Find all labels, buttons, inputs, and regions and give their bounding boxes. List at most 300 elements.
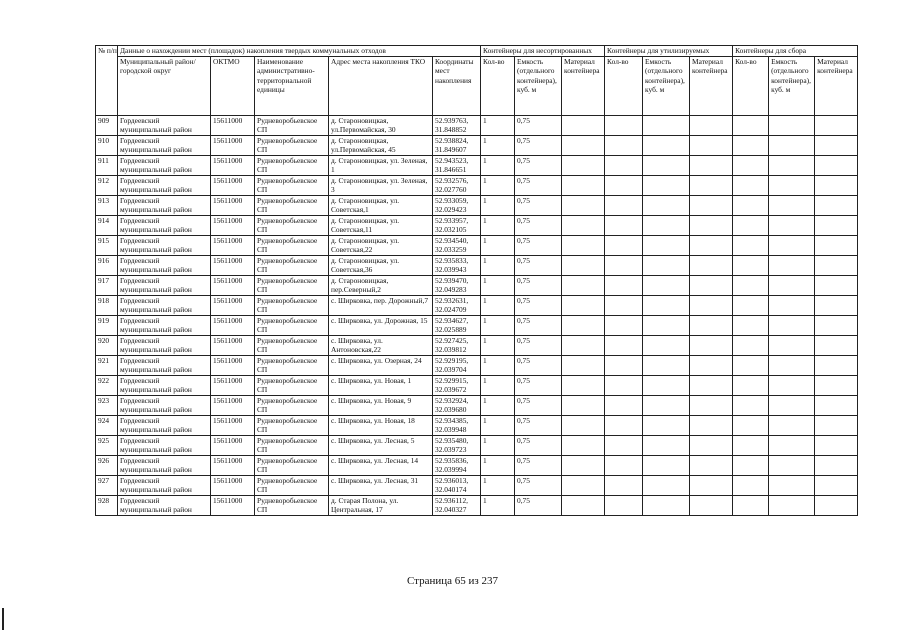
page-number: Страница 65 из 237	[406, 575, 499, 587]
row-number: 915	[96, 235, 118, 255]
district-cell: Гордеевский муниципальный район	[118, 135, 211, 155]
material-unsorted-cell	[562, 295, 605, 315]
material-recyclable-cell	[690, 395, 733, 415]
capacity-collection-cell	[769, 195, 815, 215]
qty-collection-cell	[733, 175, 769, 195]
coordinates-cell: 52.932631, 32.024709	[433, 295, 481, 315]
coordinates-cell: 52.939470, 32.049283	[433, 275, 481, 295]
col-header-capacity-recyclable: Емкость (отдельного контейнера), куб. м	[643, 56, 690, 115]
district-cell: Гордеевский муниципальный район	[118, 455, 211, 475]
material-recyclable-cell	[690, 495, 733, 515]
capacity-collection-cell	[769, 375, 815, 395]
material-unsorted-cell	[562, 395, 605, 415]
capacity-recyclable-cell	[643, 215, 690, 235]
material-recyclable-cell	[690, 355, 733, 375]
capacity-cell: 0,75	[515, 315, 562, 335]
oktmo-cell: 15611000	[211, 455, 255, 475]
coordinates-cell: 52.935480, 32.039723	[433, 435, 481, 455]
capacity-collection-cell	[769, 435, 815, 455]
district-cell: Гордеевский муниципальный район	[118, 475, 211, 495]
material-unsorted-cell	[562, 215, 605, 235]
capacity-cell: 0,75	[515, 175, 562, 195]
material-recyclable-cell	[690, 215, 733, 235]
capacity-collection-cell	[769, 335, 815, 355]
qty-recyclable-cell	[605, 175, 643, 195]
material-collection-cell	[815, 235, 858, 255]
material-unsorted-cell	[562, 135, 605, 155]
district-cell: Гордеевский муниципальный район	[118, 415, 211, 435]
material-recyclable-cell	[690, 235, 733, 255]
table-row	[96, 475, 858, 495]
material-recyclable-cell	[690, 475, 733, 495]
admin-unit-cell: Рудневоробьевское СП	[255, 295, 329, 315]
qty-cell: 1	[481, 195, 515, 215]
admin-unit-cell: Рудневоробьевское СП	[255, 375, 329, 395]
capacity-cell: 0,75	[515, 135, 562, 155]
qty-recyclable-cell	[605, 335, 643, 355]
capacity-cell: 0,75	[515, 115, 562, 135]
col-header-qty-recyclable: Кол-во	[605, 56, 643, 115]
row-number: 916	[96, 255, 118, 275]
col-header-oktmo: ОКТМО	[211, 56, 255, 115]
oktmo-cell: 15611000	[211, 275, 255, 295]
capacity-collection-cell	[769, 495, 815, 515]
address-cell: д. Староновицкая, ул. Советская,22	[329, 235, 433, 255]
capacity-collection-cell	[769, 295, 815, 315]
col-header-district: Муниципальный район/городской округ	[118, 56, 211, 115]
address-cell: д. Староновицкая, ул.Первомайская, 45	[329, 135, 433, 155]
row-number: 910	[96, 135, 118, 155]
row-number: 927	[96, 475, 118, 495]
address-cell: д. Староновицкая, пер.Северный,2	[329, 275, 433, 295]
row-number: 913	[96, 195, 118, 215]
qty-recyclable-cell	[605, 115, 643, 135]
table-row	[96, 215, 858, 235]
qty-recyclable-cell	[605, 395, 643, 415]
material-collection-cell	[815, 115, 858, 135]
admin-unit-cell: Рудневоробьевское СП	[255, 315, 329, 335]
district-cell: Гордеевский муниципальный район	[118, 175, 211, 195]
table-row	[96, 255, 858, 275]
coordinates-cell: 52.943523, 31.846651	[433, 155, 481, 175]
coordinates-cell: 52.933059, 32.029423	[433, 195, 481, 215]
table-row	[96, 415, 858, 435]
material-unsorted-cell	[562, 375, 605, 395]
material-collection-cell	[815, 175, 858, 195]
material-recyclable-cell	[690, 175, 733, 195]
admin-unit-cell: Рудневоробьевское СП	[255, 155, 329, 175]
material-unsorted-cell	[562, 235, 605, 255]
oktmo-cell: 15611000	[211, 395, 255, 415]
capacity-cell: 0,75	[515, 335, 562, 355]
row-number: 912	[96, 175, 118, 195]
material-recyclable-cell	[690, 455, 733, 475]
address-cell: с. Ширковка, ул. Новая, 1	[329, 375, 433, 395]
group-header-unsorted-containers: Контейнеры для несортированных	[481, 46, 605, 57]
material-recyclable-cell	[690, 255, 733, 275]
capacity-collection-cell	[769, 395, 815, 415]
capacity-recyclable-cell	[643, 415, 690, 435]
qty-cell: 1	[481, 275, 515, 295]
material-unsorted-cell	[562, 335, 605, 355]
capacity-recyclable-cell	[643, 495, 690, 515]
row-number: 928	[96, 495, 118, 515]
material-unsorted-cell	[562, 315, 605, 335]
qty-recyclable-cell	[605, 315, 643, 335]
capacity-recyclable-cell	[643, 275, 690, 295]
oktmo-cell: 15611000	[211, 475, 255, 495]
district-cell: Гордеевский муниципальный район	[118, 355, 211, 375]
qty-collection-cell	[733, 395, 769, 415]
capacity-recyclable-cell	[643, 255, 690, 275]
qty-recyclable-cell	[605, 135, 643, 155]
row-number: 918	[96, 295, 118, 315]
qty-collection-cell	[733, 355, 769, 375]
qty-cell: 1	[481, 295, 515, 315]
admin-unit-cell: Рудневоробьевское СП	[255, 355, 329, 375]
qty-collection-cell	[733, 315, 769, 335]
group-header-collection-containers: Контейнеры для сбора	[733, 46, 858, 57]
table-row	[96, 375, 858, 395]
qty-collection-cell	[733, 435, 769, 455]
oktmo-cell: 15611000	[211, 355, 255, 375]
table-row	[96, 355, 858, 375]
address-cell: с. Ширковка, ул. Лесная, 31	[329, 475, 433, 495]
material-collection-cell	[815, 475, 858, 495]
row-number: 922	[96, 375, 118, 395]
material-collection-cell	[815, 375, 858, 395]
material-collection-cell	[815, 455, 858, 475]
qty-cell: 1	[481, 375, 515, 395]
qty-cell: 1	[481, 255, 515, 275]
material-unsorted-cell	[562, 495, 605, 515]
capacity-recyclable-cell	[643, 235, 690, 255]
qty-collection-cell	[733, 475, 769, 495]
qty-recyclable-cell	[605, 495, 643, 515]
admin-unit-cell: Рудневоробьевское СП	[255, 255, 329, 275]
qty-collection-cell	[733, 235, 769, 255]
capacity-collection-cell	[769, 255, 815, 275]
capacity-cell: 0,75	[515, 275, 562, 295]
qty-cell: 1	[481, 475, 515, 495]
admin-unit-cell: Рудневоробьевское СП	[255, 275, 329, 295]
coordinates-cell: 52.933957, 32.032105	[433, 215, 481, 235]
coordinates-cell: 52.932924, 32.039680	[433, 395, 481, 415]
capacity-recyclable-cell	[643, 195, 690, 215]
capacity-cell: 0,75	[515, 355, 562, 375]
table-row	[96, 335, 858, 355]
capacity-collection-cell	[769, 155, 815, 175]
district-cell: Гордеевский муниципальный район	[118, 255, 211, 275]
qty-recyclable-cell	[605, 235, 643, 255]
district-cell: Гордеевский муниципальный район	[118, 375, 211, 395]
qty-cell: 1	[481, 495, 515, 515]
col-header-qty-collection: Кол-во	[733, 56, 769, 115]
capacity-recyclable-cell	[643, 395, 690, 415]
table-row	[96, 495, 858, 515]
address-cell: д. Староновицкая, ул. Советская,36	[329, 255, 433, 275]
qty-collection-cell	[733, 455, 769, 475]
col-header-capacity-unsorted: Емкость (отдельного контейнера), куб. м	[515, 56, 562, 115]
material-collection-cell	[815, 255, 858, 275]
qty-cell: 1	[481, 215, 515, 235]
admin-unit-cell: Рудневоробьевское СП	[255, 495, 329, 515]
oktmo-cell: 15611000	[211, 375, 255, 395]
oktmo-cell: 15611000	[211, 435, 255, 455]
qty-recyclable-cell	[605, 475, 643, 495]
address-cell: с. Ширковка, ул. Новая, 18	[329, 415, 433, 435]
capacity-collection-cell	[769, 275, 815, 295]
qty-collection-cell	[733, 295, 769, 315]
material-collection-cell	[815, 415, 858, 435]
district-cell: Гордеевский муниципальный район	[118, 235, 211, 255]
material-collection-cell	[815, 435, 858, 455]
table-row	[96, 135, 858, 155]
oktmo-cell: 15611000	[211, 295, 255, 315]
material-unsorted-cell	[562, 435, 605, 455]
district-cell: Гордеевский муниципальный район	[118, 195, 211, 215]
capacity-recyclable-cell	[643, 155, 690, 175]
col-header-qty-unsorted: Кол-во	[481, 56, 515, 115]
material-recyclable-cell	[690, 115, 733, 135]
qty-collection-cell	[733, 415, 769, 435]
district-cell: Гордеевский муниципальный район	[118, 435, 211, 455]
address-cell: с. Ширковка, ул. Лесная, 14	[329, 455, 433, 475]
capacity-collection-cell	[769, 315, 815, 335]
address-cell: д. Староновицкая, ул. Советская,1	[329, 195, 433, 215]
material-unsorted-cell	[562, 455, 605, 475]
qty-collection-cell	[733, 495, 769, 515]
oktmo-cell: 15611000	[211, 195, 255, 215]
qty-recyclable-cell	[605, 295, 643, 315]
district-cell: Гордеевский муниципальный район	[118, 295, 211, 315]
qty-collection-cell	[733, 335, 769, 355]
address-cell: д. Староновицкая, ул. Зеленая, 1	[329, 155, 433, 175]
qty-recyclable-cell	[605, 155, 643, 175]
material-recyclable-cell	[690, 135, 733, 155]
admin-unit-cell: Рудневоробьевское СП	[255, 435, 329, 455]
qty-cell: 1	[481, 115, 515, 135]
admin-unit-cell: Рудневоробьевское СП	[255, 235, 329, 255]
material-collection-cell	[815, 335, 858, 355]
coordinates-cell: 52.934385, 32.039948	[433, 415, 481, 435]
capacity-recyclable-cell	[643, 315, 690, 335]
col-header-coordinates: Координаты мест накопления	[433, 56, 481, 115]
table-row	[96, 155, 858, 175]
capacity-cell: 0,75	[515, 435, 562, 455]
table-row	[96, 395, 858, 415]
qty-cell: 1	[481, 455, 515, 475]
qty-cell: 1	[481, 415, 515, 435]
capacity-collection-cell	[769, 355, 815, 375]
coordinates-cell: 52.929915, 32.039672	[433, 375, 481, 395]
address-cell: д. Староновицкая, ул. Советская,11	[329, 215, 433, 235]
material-recyclable-cell	[690, 335, 733, 355]
qty-recyclable-cell	[605, 455, 643, 475]
coordinates-cell: 52.936112, 32.040327	[433, 495, 481, 515]
table-row	[96, 175, 858, 195]
capacity-cell: 0,75	[515, 455, 562, 475]
qty-cell: 1	[481, 235, 515, 255]
material-recyclable-cell	[690, 415, 733, 435]
district-cell: Гордеевский муниципальный район	[118, 495, 211, 515]
qty-cell: 1	[481, 315, 515, 335]
oktmo-cell: 15611000	[211, 495, 255, 515]
address-cell: д. Староновицкая, ул.Первомайская, 30	[329, 115, 433, 135]
oktmo-cell: 15611000	[211, 315, 255, 335]
material-unsorted-cell	[562, 415, 605, 435]
qty-cell: 1	[481, 155, 515, 175]
capacity-recyclable-cell	[643, 475, 690, 495]
capacity-cell: 0,75	[515, 155, 562, 175]
row-number: 926	[96, 455, 118, 475]
qty-cell: 1	[481, 175, 515, 195]
oktmo-cell: 15611000	[211, 255, 255, 275]
material-unsorted-cell	[562, 275, 605, 295]
capacity-collection-cell	[769, 135, 815, 155]
qty-collection-cell	[733, 375, 769, 395]
capacity-cell: 0,75	[515, 495, 562, 515]
material-unsorted-cell	[562, 195, 605, 215]
material-collection-cell	[815, 155, 858, 175]
oktmo-cell: 15611000	[211, 175, 255, 195]
address-cell: д. Староновицкая, ул. Зеленая, 3	[329, 175, 433, 195]
capacity-recyclable-cell	[643, 115, 690, 135]
capacity-recyclable-cell	[643, 335, 690, 355]
waste-sites-table	[95, 45, 858, 516]
capacity-recyclable-cell	[643, 455, 690, 475]
material-collection-cell	[815, 135, 858, 155]
oktmo-cell: 15611000	[211, 215, 255, 235]
table-row	[96, 195, 858, 215]
capacity-cell: 0,75	[515, 395, 562, 415]
col-header-material-recyclable: Материал контейнера	[690, 56, 733, 115]
district-cell: Гордеевский муниципальный район	[118, 115, 211, 135]
row-number: 909	[96, 115, 118, 135]
material-collection-cell	[815, 495, 858, 515]
admin-unit-cell: Рудневоробьевское СП	[255, 195, 329, 215]
qty-collection-cell	[733, 155, 769, 175]
material-collection-cell	[815, 395, 858, 415]
address-cell: с. Ширковка, ул. Антоновская,22	[329, 335, 433, 355]
col-header-material-unsorted: Материал контейнера	[562, 56, 605, 115]
oktmo-cell: 15611000	[211, 415, 255, 435]
admin-unit-cell: Рудневоробьевское СП	[255, 395, 329, 415]
row-number: 923	[96, 395, 118, 415]
address-cell: с. Ширковка, ул. Озерная, 24	[329, 355, 433, 375]
material-collection-cell	[815, 295, 858, 315]
qty-recyclable-cell	[605, 195, 643, 215]
col-header-material-collection: Материал контейнера	[815, 56, 858, 115]
coordinates-cell: 52.934627, 32.025889	[433, 315, 481, 335]
material-collection-cell	[815, 275, 858, 295]
qty-recyclable-cell	[605, 215, 643, 235]
address-cell: с. Ширковка, ул. Дорожная, 15	[329, 315, 433, 335]
coordinates-cell: 52.927425, 32.039812	[433, 335, 481, 355]
coordinates-cell: 52.932576, 32.027760	[433, 175, 481, 195]
table-row	[96, 275, 858, 295]
capacity-recyclable-cell	[643, 295, 690, 315]
capacity-cell: 0,75	[515, 375, 562, 395]
qty-cell: 1	[481, 335, 515, 355]
qty-collection-cell	[733, 135, 769, 155]
qty-collection-cell	[733, 115, 769, 135]
capacity-collection-cell	[769, 235, 815, 255]
table-row	[96, 235, 858, 255]
qty-recyclable-cell	[605, 255, 643, 275]
capacity-cell: 0,75	[515, 215, 562, 235]
group-header-recyclable-containers: Контейнеры для утилизируемых	[605, 46, 733, 57]
qty-collection-cell	[733, 215, 769, 235]
admin-unit-cell: Рудневоробьевское СП	[255, 475, 329, 495]
qty-cell: 1	[481, 355, 515, 375]
capacity-cell: 0,75	[515, 255, 562, 275]
oktmo-cell: 15611000	[211, 235, 255, 255]
admin-unit-cell: Рудневоробьевское СП	[255, 175, 329, 195]
coordinates-cell: 52.938824, 31.849607	[433, 135, 481, 155]
table-body	[96, 115, 858, 515]
material-collection-cell	[815, 355, 858, 375]
capacity-collection-cell	[769, 415, 815, 435]
row-number: 911	[96, 155, 118, 175]
capacity-cell: 0,75	[515, 195, 562, 215]
capacity-recyclable-cell	[643, 375, 690, 395]
address-cell: с. Ширковка, пер. Дорожный,7	[329, 295, 433, 315]
material-collection-cell	[815, 195, 858, 215]
capacity-cell: 0,75	[515, 415, 562, 435]
district-cell: Гордеевский муниципальный район	[118, 275, 211, 295]
material-unsorted-cell	[562, 155, 605, 175]
capacity-collection-cell	[769, 215, 815, 235]
row-number: 917	[96, 275, 118, 295]
material-collection-cell	[815, 315, 858, 335]
qty-recyclable-cell	[605, 435, 643, 455]
coordinates-cell: 52.935836, 32.039994	[433, 455, 481, 475]
row-number: 924	[96, 415, 118, 435]
row-number: 925	[96, 435, 118, 455]
capacity-cell: 0,75	[515, 235, 562, 255]
admin-unit-cell: Рудневоробьевское СП	[255, 455, 329, 475]
capacity-cell: 0,75	[515, 475, 562, 495]
table-row	[96, 295, 858, 315]
admin-unit-cell: Рудневоробьевское СП	[255, 415, 329, 435]
oktmo-cell: 15611000	[211, 335, 255, 355]
header-row-columns	[96, 56, 858, 115]
district-cell: Гордеевский муниципальный район	[118, 335, 211, 355]
material-unsorted-cell	[562, 355, 605, 375]
admin-unit-cell: Рудневоробьевское СП	[255, 115, 329, 135]
material-recyclable-cell	[690, 275, 733, 295]
material-unsorted-cell	[562, 255, 605, 275]
group-header-site-data: Данные о нахождении мест (площадок) накопления твердых коммунальных отходов	[118, 46, 481, 57]
material-unsorted-cell	[562, 115, 605, 135]
col-header-number: № п/п	[96, 46, 118, 116]
material-unsorted-cell	[562, 175, 605, 195]
material-recyclable-cell	[690, 155, 733, 175]
address-cell: с. Ширковка, ул. Лесная, 5	[329, 435, 433, 455]
col-header-address: Адрес места накопления ТКО	[329, 56, 433, 115]
admin-unit-cell: Рудневоробьевское СП	[255, 135, 329, 155]
col-header-capacity-collection: Емкость (отдельного контейнера), куб. м	[769, 56, 815, 115]
material-recyclable-cell	[690, 315, 733, 335]
qty-collection-cell	[733, 195, 769, 215]
material-recyclable-cell	[690, 295, 733, 315]
header-row-groups	[96, 46, 858, 57]
district-cell: Гордеевский муниципальный район	[118, 395, 211, 415]
row-number: 921	[96, 355, 118, 375]
district-cell: Гордеевский муниципальный район	[118, 155, 211, 175]
qty-collection-cell	[733, 275, 769, 295]
